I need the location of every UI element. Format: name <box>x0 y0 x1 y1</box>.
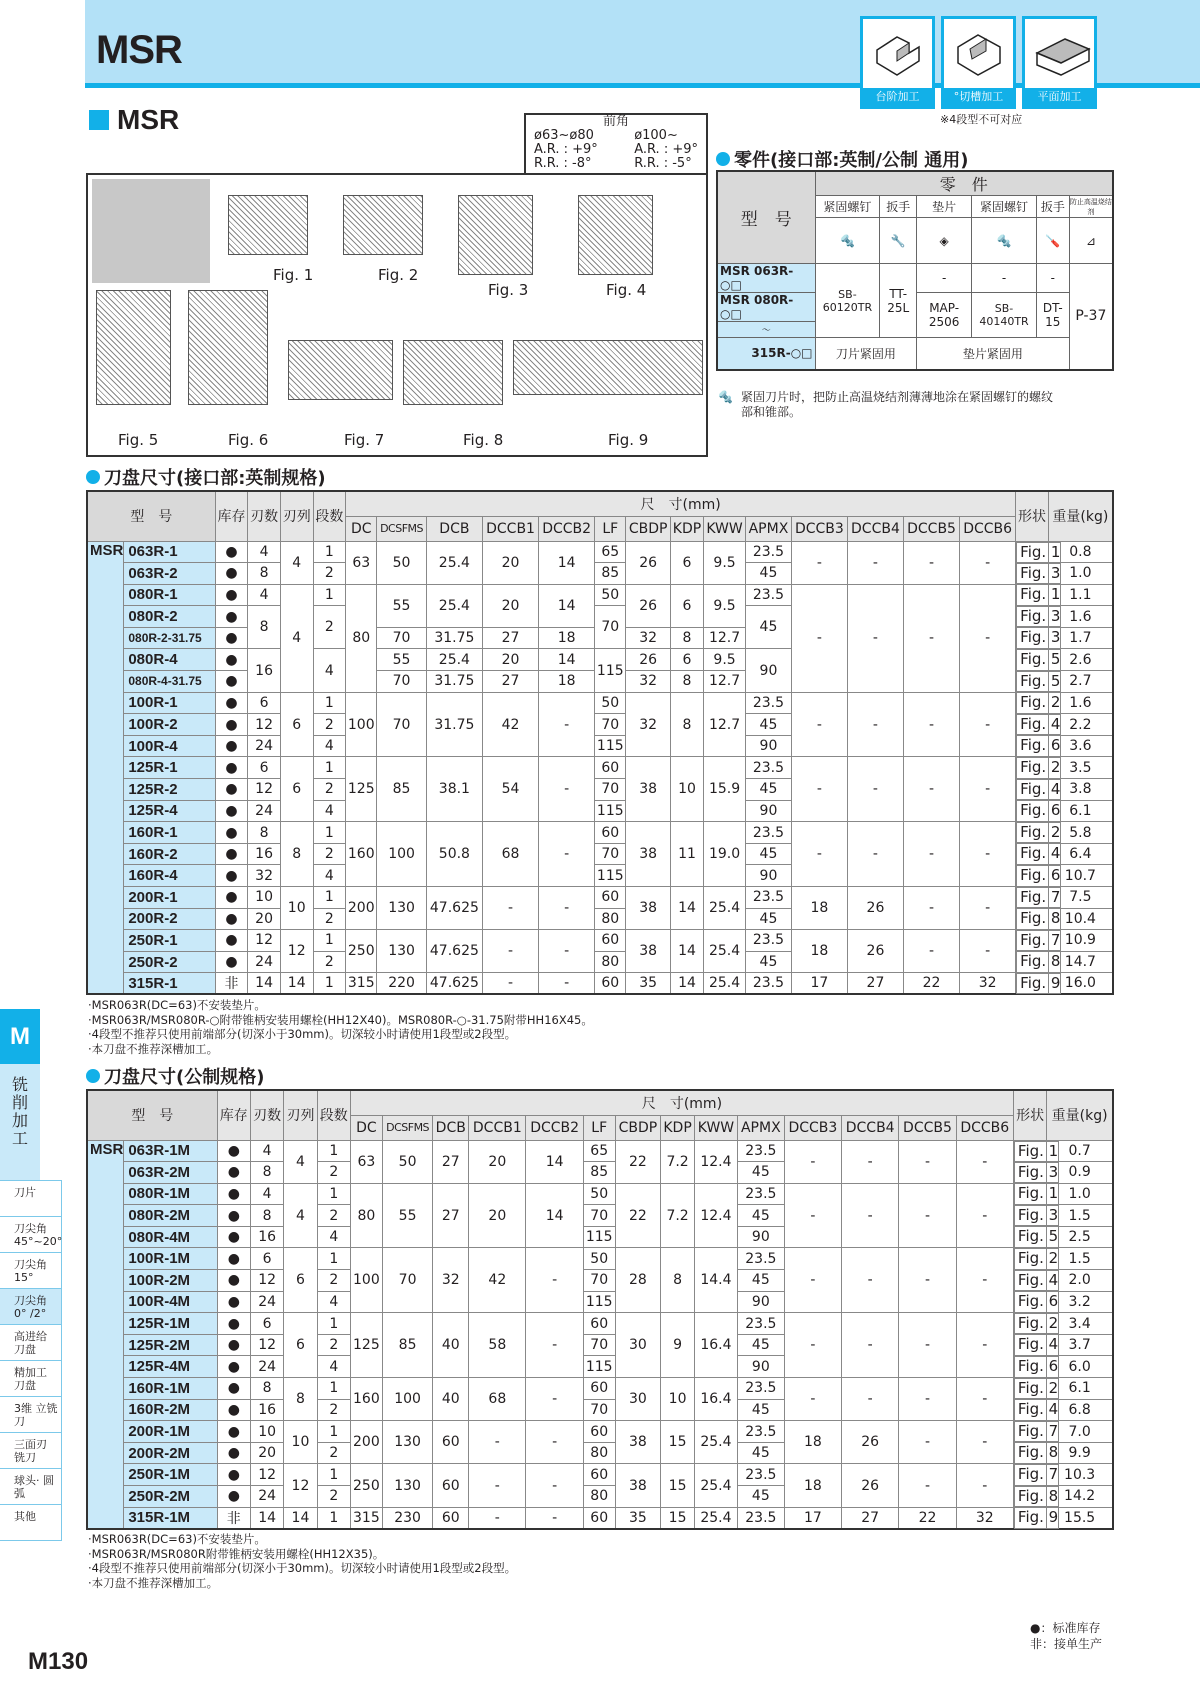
table-row: 063R-2 ● 8 2 85 45 Fig. 3 1.0 <box>87 563 1113 585</box>
table-row: 250R-2 ● 24 2 80 45 Fig. 8 14.7 <box>87 951 1113 973</box>
table-row: 100R-1 ● 6 6 1 100 70 31.75 42 - 50 32 8 12.7 23.5 - - - - Fig. 2 1.6 <box>87 692 1113 714</box>
table-row: 160R-2 ● 16 2 70 45 Fig. 4 6.4 <box>87 843 1113 865</box>
drawing-fig8 <box>403 340 503 405</box>
operation-note: ※4段型不可对应 <box>940 113 1023 126</box>
table-row: 125R-2 ● 12 2 70 45 Fig. 4 3.8 <box>87 779 1113 801</box>
table-row: 250R-1 ● 12 12 1 250 130 47.625 - - 60 38 14 25.4 23.5 18 26 - - Fig. 7 10.9 <box>87 930 1113 952</box>
table-row: 125R-4M ● 24 4 115 90 Fig. 6 6.0 <box>87 1356 1113 1378</box>
sidebar-item-inserts[interactable]: 刀片 <box>0 1181 62 1217</box>
face-milling-icon: 平面加工 <box>1022 16 1097 109</box>
table-row: 125R-2M ● 12 2 70 45 Fig. 4 3.7 <box>87 1334 1113 1356</box>
table-row: 250R-2M ● 24 2 80 45 Fig. 8 14.2 <box>87 1486 1113 1508</box>
bullet-icon <box>716 152 730 166</box>
metric-notes: ·MSR063R(DC=63)不安装垫片。 ·MSR063R/MSR080R附带锥柄安装用螺栓(HH12X35)。 ·4段型不推荐只使用前端部分(切深小于30mm)。切深较小时请使用1段型或2段型。 ·本刀盘不推荐深槽加工。 <box>88 1532 517 1590</box>
table-row: 200R-1 ● 10 10 1 200 130 47.625 - - 60 38 14 25.4 23.5 18 26 - - Fig. 7 7.5 <box>87 887 1113 909</box>
section-subtitle: MSR <box>89 104 179 136</box>
table-row: 080R-2 ● 8 2 70 45 Fig. 3 1.6 <box>87 606 1113 628</box>
sidebar-item-finishing[interactable]: 精加工 刀盘 <box>0 1361 62 1397</box>
drawing-fig9 <box>513 340 703 395</box>
sidebar-item-45-20[interactable]: 刀尖角 45°~20° <box>0 1217 62 1253</box>
table-row: 125R-1 ● 6 6 1 125 85 38.1 54 - 60 38 10 15.9 23.5 - - - - Fig. 2 3.5 <box>87 757 1113 779</box>
sidebar-item-3d-endmill[interactable]: 3维 立铣刀 <box>0 1397 62 1433</box>
drawing-fig2 <box>343 195 423 255</box>
page-number: M130 <box>28 1648 89 1675</box>
square-bullet-icon <box>89 110 109 130</box>
table-row: 100R-2M ● 12 2 70 45 Fig. 4 2.0 <box>87 1270 1113 1292</box>
table-row: 200R-1M ● 10 10 1 200 130 60 - - 60 38 15 25.4 23.5 18 26 - - Fig. 7 7.0 <box>87 1421 1113 1443</box>
table-row: 080R-4M ● 16 4 115 90 Fig. 5 2.5 <box>87 1226 1113 1248</box>
table-row: 080R-2M ● 8 2 70 45 Fig. 3 1.5 <box>87 1205 1113 1227</box>
table-row: 080R-1 ● 4 4 1 80 55 25.4 20 14 50 26 6 9.5 23.5 - - - - Fig. 1 1.1 <box>87 584 1113 606</box>
shim-clamp-group: 垫片紧固用 <box>917 338 1070 370</box>
sidebar-tab-m[interactable]: M <box>0 1009 40 1064</box>
fig-label: Fig. 4 <box>606 281 647 299</box>
sidebar-category: 铣削加工 <box>0 1064 40 1180</box>
table-row: 100R-4M ● 24 4 115 90 Fig. 6 3.2 <box>87 1291 1113 1313</box>
table-row: 080R-4 ● 16 4 55 25.4 20 14 115 26 6 9.5 90 Fig. 5 2.6 <box>87 649 1113 671</box>
drawing-fig6 <box>188 290 268 405</box>
table-row: 080R-1M ● 4 4 1 80 55 27 20 14 50 22 7.2 12.4 23.5 - - - - Fig. 1 1.0 <box>87 1183 1113 1205</box>
rake-angle-box: 前角 ø63~ø80 A.R. : +9° R.R. : -8° ø100~ A.R. : +9° R.R. : -5° <box>524 113 708 173</box>
table-row: 063R-2M ● 8 2 85 45 Fig. 3 0.9 <box>87 1162 1113 1184</box>
anti-seize-tube-icon: ⊿ <box>1069 218 1113 264</box>
table-row: 080R-4-31.75 ● 70 31.75 27 18 32 8 12.7 Fig. 5 2.7 <box>87 671 1113 693</box>
insert-clamp-group: 刀片紧固用 <box>815 338 917 370</box>
table-row: 160R-2M ● 16 2 70 45 Fig. 4 6.8 <box>87 1399 1113 1421</box>
sidebar-item-ball-radius[interactable]: 球头· 圆弧 <box>0 1469 62 1505</box>
drawing-fig3 <box>458 195 533 275</box>
fig-label: Fig. 9 <box>608 431 649 449</box>
slot-milling-icon: °切槽加工 <box>941 16 1016 109</box>
table-row: 080R-2-31.75 ● 70 31.75 27 18 32 8 12.7 Fig. 3 1.7 <box>87 627 1113 649</box>
shoulder-milling-icon: 台阶加工 <box>860 16 935 109</box>
table-row: 200R-2 ● 20 2 80 45 Fig. 8 10.4 <box>87 908 1113 930</box>
screwdriver-icon: 🪛 <box>1036 218 1069 264</box>
table-row: 160R-1 ● 8 8 1 160 100 50.8 68 - 60 38 11 19.0 23.5 - - - - Fig. 2 5.8 <box>87 822 1113 844</box>
parts-table: 型 号 零 件 紧固螺钉 扳手 垫片 紧固螺钉 扳手 防止高温烧结剂 🔩 🔧 ◈ 🔩 🪛 ⊿ MSR 063R-○□ SB-60120TR TT-25L - - - P-37 MSR 080R-○□ MAP-2506 SB-40140TR DT-15 ～ 315R-○□ 刀片紧固用 垫片紧固用 <box>716 170 1114 371</box>
table-row: 100R-2 ● 12 2 70 45 Fig. 4 2.2 <box>87 714 1113 736</box>
shim-icon: ◈ <box>917 218 972 264</box>
fig-label: Fig. 2 <box>378 266 419 284</box>
stock-legend: ●：标准库存 非：接单生产 <box>1030 1621 1103 1651</box>
fig-label: Fig. 1 <box>273 266 314 284</box>
drawing-fig4 <box>578 195 653 275</box>
t-wrench-icon: 🔧 <box>880 218 917 264</box>
sidebar-item-0-2[interactable]: 刀尖角 0° /2° <box>0 1289 62 1325</box>
cutter-photo <box>92 179 210 283</box>
sidebar-nav <box>0 1180 62 1541</box>
metric-dimension-table: 型 号 库存 刃数 刃列 段数 尺 寸(mm) 形状 重量(kg) DC DCSFMS DCB DCCB1 DCCB2 LF CBDP KDP KWW APMX DCCB3 DCCB4 DCCB5 DCCB6 MSR 063R-1M ● 4 4 1 63 50 27 20 14 65 22 7.2 12.4 23.5 - - - - Fig. 1 0.7 063R-2M ● 8 2 85 45 Fig. 3 0.9 080R-1M ● 4 4 1 80 55 27 20 14 50 22 7.2 12.4 23.5 - - - - Fig. 1 1.0 080R-2M ● 8 2 70 45 Fig. 3 1.5 080R-4M ● 16 4 115 90 Fig. 5 2.5 100R-1M ● 6 6 1 100 70 32 42 - 50 28 8 14.4 23.5 - - - - Fig. 2 1.5 100R-2M ● 12 2 70 45 Fig. 4 2.0 100R-4M ● 24 4 115 90 Fig. 6 3.2 125R-1M ● 6 6 1 125 85 40 58 - 60 30 9 16.4 23.5 - - - - Fig. 2 3.4 125R-2M ● 12 2 70 45 Fig. 4 3.7 125R-4M ● 24 4 115 90 Fig. 6 6.0 160R-1M ● 8 8 1 160 100 40 68 - 60 30 10 16.4 23.5 - - - - Fig. 2 6.1 160R-2M ● 16 2 70 45 Fig. 4 6.8 200R-1M ● 10 10 1 200 130 60 - - 60 38 15 25.4 23.5 18 26 - - Fig. 7 7.0 200R-2M ● 20 2 80 45 Fig. 8 9.9 250R-1M ● 12 12 1 250 130 60 - - 60 38 15 25.4 23.5 18 26 - - Fig. 7 10.3 250R-2M ● 24 2 80 45 Fig. 8 14.2 315R-1M 非 14 14 1 315 230 60 - - 60 35 15 25.4 23.5 17 27 22 32 Fig. 9 15.5 <box>86 1089 1114 1530</box>
table-row: 125R-4 ● 24 4 115 90 Fig. 6 6.1 <box>87 800 1113 822</box>
table-row: MSR 063R-1M ● 4 4 1 63 50 27 20 14 65 22 7.2 12.4 23.5 - - - - Fig. 1 0.7 <box>87 1140 1113 1162</box>
bullet-icon <box>86 470 100 484</box>
metric-table-title: 刀盘尺寸(公制规格) <box>86 1063 264 1089</box>
sidebar-item-side-milling[interactable]: 三面刃 铣刀 <box>0 1433 62 1469</box>
table-row: 250R-1M ● 12 12 1 250 130 60 - - 60 38 15 25.4 23.5 18 26 - - Fig. 7 10.3 <box>87 1464 1113 1486</box>
figure-panel <box>86 173 708 457</box>
sidebar-item-other[interactable]: 其他 <box>0 1505 62 1541</box>
table-row: 315R-1M 非 14 14 1 315 230 60 - - 60 35 15 25.4 23.5 17 27 22 32 Fig. 9 15.5 <box>87 1507 1113 1529</box>
table-row: 100R-1M ● 6 6 1 100 70 32 42 - 50 28 8 14.4 23.5 - - - - Fig. 2 1.5 <box>87 1248 1113 1270</box>
table-row: 160R-4 ● 32 4 115 90 Fig. 6 10.7 <box>87 865 1113 887</box>
page-title: MSR <box>96 28 182 72</box>
fig-label: Fig. 7 <box>344 431 385 449</box>
fig-label: Fig. 8 <box>463 431 504 449</box>
screw-tube-icon: 🔩 <box>718 390 733 404</box>
table-row: MSR 063R-1 ● 4 4 1 63 50 25.4 20 14 65 26 6 9.5 23.5 - - - - Fig. 1 0.8 <box>87 541 1113 563</box>
sidebar-item-high-feed[interactable]: 高进给 刀盘 <box>0 1325 62 1361</box>
table-row: 100R-4 ● 24 4 115 90 Fig. 6 3.6 <box>87 735 1113 757</box>
table-row: 160R-1M ● 8 8 1 160 100 40 68 - 60 30 10 16.4 23.5 - - - - Fig. 2 6.1 <box>87 1378 1113 1400</box>
clamp-screw-icon: 🔩 <box>972 218 1037 264</box>
parts-title: 零件(接口部:英制/公制 通用) <box>716 146 969 172</box>
parts-note: 🔩 紧固刀片时，把防止高温烧结剂薄薄地涂在紧固螺钉的螺纹部和锥部。 <box>718 390 1053 419</box>
clamp-screw-icon: 🔩 <box>815 218 880 264</box>
drawing-fig5 <box>96 290 171 405</box>
operation-icons <box>860 16 1097 109</box>
bullet-icon <box>86 1069 100 1083</box>
inch-dimension-table: 型 号 库存 刃数 刃列 段数 尺 寸(mm) 形状 重量(kg) DC DCSFMS DCB DCCB1 DCCB2 LF CBDP KDP KWW APMX DCCB3 DCCB4 DCCB5 DCCB6 MSR 063R-1 ● 4 4 1 63 50 25.4 20 14 65 26 6 9.5 23.5 - - - - Fig. 1 0.8 063R-2 ● 8 2 85 45 Fig. 3 1.0 080R-1 ● 4 4 1 80 55 25.4 20 14 50 26 6 9.5 23.5 - - - - Fig. 1 1.1 080R-2 ● 8 2 70 45 Fig. 3 1.6 080R-2-31.75 ● 70 31.75 27 18 32 8 12.7 Fig. 3 1.7 080R-4 ● 16 4 55 25.4 20 14 115 26 6 9.5 90 Fig. 5 2.6 080R-4-31.75 ● 70 31.75 27 18 32 8 12.7 Fig. 5 2.7 100R-1 ● 6 6 1 100 70 31.75 42 - 50 32 8 12.7 23.5 - - - - Fig. 2 1.6 100R-2 ● 12 2 70 45 Fig. 4 2.2 100R-4 ● 24 4 115 90 Fig. 6 3.6 125R-1 ● 6 6 1 125 85 38.1 54 - 60 38 10 15.9 23.5 - - - - Fig. 2 3.5 125R-2 ● 12 2 70 45 Fig. 4 3.8 125R-4 ● 24 4 115 90 Fig. 6 6.1 160R-1 ● 8 8 1 160 100 50.8 68 - 60 38 11 19.0 23.5 - - - - Fig. 2 5.8 160R-2 ● 16 2 70 45 Fig. 4 6.4 160R-4 ● 32 4 115 90 Fig. 6 10.7 200R-1 ● 10 10 1 200 130 47.625 - - 60 38 14 25.4 23.5 18 26 - - Fig. 7 7.5 200R-2 ● 20 2 80 45 Fig. 8 10.4 250R-1 ● 12 12 1 250 130 47.625 - - 60 38 14 25.4 23.5 18 26 - - Fig. 7 10.9 250R-2 ● 24 2 80 45 Fig. 8 14.7 315R-1 非 14 14 1 315 220 47.625 - - 60 35 14 25.4 23.5 17 27 22 32 Fig. 9 16.0 <box>86 490 1114 995</box>
drawing-fig7 <box>288 340 393 400</box>
sidebar-item-15[interactable]: 刀尖角 15° <box>0 1253 62 1289</box>
table-row: 200R-2M ● 20 2 80 45 Fig. 8 9.9 <box>87 1442 1113 1464</box>
inch-notes: ·MSR063R(DC=63)不安装垫片。 ·MSR063R/MSR080R-○附带锥柄安装用螺栓(HH12X40)。MSR080R-○-31.75附带HH16X45。 ·4段型不推荐只使用前端部分(切深小于30mm)。切深较小时请使用1段型或2段型。 ·本刀盘不推荐深槽加工。 <box>88 998 593 1056</box>
fig-label: Fig. 6 <box>228 431 269 449</box>
fig-label: Fig. 5 <box>118 431 159 449</box>
inch-table-title: 刀盘尺寸(接口部:英制规格) <box>86 464 326 490</box>
drawing-fig1 <box>228 195 308 255</box>
table-row: 125R-1M ● 6 6 1 125 85 40 58 - 60 30 9 16.4 23.5 - - - - Fig. 2 3.4 <box>87 1313 1113 1335</box>
fig-label: Fig. 3 <box>488 281 529 299</box>
table-row: 315R-1 非 14 14 1 315 220 47.625 - - 60 35 14 25.4 23.5 17 27 22 32 Fig. 9 16.0 <box>87 973 1113 995</box>
